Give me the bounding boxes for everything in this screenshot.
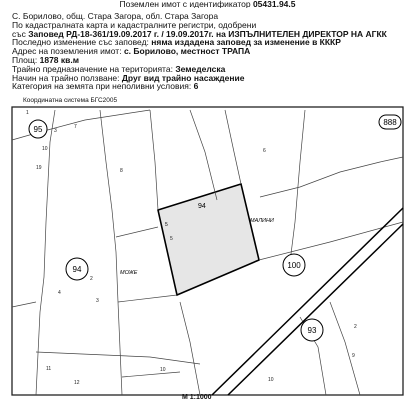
address-value: с. Борилово, местност ТРАПА xyxy=(123,46,251,57)
coordinate-system-label: Координатна система БГС2005 xyxy=(23,97,118,104)
parcel-number: 19 xyxy=(36,165,42,171)
parcel-number: 10 xyxy=(268,377,274,383)
circle-888 xyxy=(379,115,401,129)
address-label: Адрес на поземления имот: xyxy=(12,46,124,57)
parcel-number: 2 xyxy=(354,324,357,330)
title-prefix: Поземлен имот с идентификатор xyxy=(119,0,251,8)
category-line xyxy=(12,82,387,91)
circle-100-label: 100 xyxy=(287,261,301,270)
last-change-label: Последно изменение със заповед: xyxy=(12,37,152,48)
circle-93 xyxy=(301,319,323,341)
parcel-number: 10 xyxy=(42,146,48,152)
parcel-number: 3 xyxy=(96,298,99,304)
parcel-number: 10 xyxy=(160,367,166,373)
parcel-info xyxy=(12,12,387,91)
location-line: С. Борилово, общ. Стара Загора, обл. Стара Загора xyxy=(12,11,219,21)
circle-888-label: 888 xyxy=(383,118,397,127)
street-mozhe: МОЖЕ xyxy=(120,270,138,276)
parcel-number: 11 xyxy=(46,366,52,372)
parcel-number: 7 xyxy=(74,124,77,130)
territory-label: Трайно предназначение на територията: xyxy=(12,63,176,74)
parcel-number: 6 xyxy=(263,148,266,154)
circle-94-label: 94 xyxy=(72,265,82,274)
parcel-identifier: 05431.94.5 xyxy=(252,0,296,8)
circle-93-label: 93 xyxy=(307,326,317,335)
area-label: Площ: xyxy=(12,54,40,65)
usage-label: Начин на трайно ползване: xyxy=(12,72,122,83)
parcel-number: 4 xyxy=(58,290,61,296)
order-prefix: със xyxy=(12,28,29,39)
parcel-number: 12 xyxy=(74,380,80,386)
source-line: По кадастралната карта и кадастралните регистри, одобрени xyxy=(12,19,257,30)
cadastral-map xyxy=(0,102,415,400)
main-parcel-number: 5 xyxy=(165,222,168,228)
parcel-number: 9 xyxy=(352,353,355,359)
document-title xyxy=(0,0,415,8)
category-value: 6 xyxy=(193,81,199,92)
area-value: 1878 кв.м xyxy=(39,54,80,65)
territory-value: Земеделска xyxy=(175,63,226,74)
circle-100 xyxy=(283,254,305,276)
parcel-number: 2 xyxy=(90,276,93,282)
order-value: Заповед РД-18-361/19.09.2017 г. / 19.09.2017г. на ИЗПЪЛНИТЕЛЕН ДИРЕКТОР НА АГКК xyxy=(28,28,387,39)
circle-95 xyxy=(29,120,47,138)
street-malini: МАЛИНИ xyxy=(250,218,274,224)
usage-value: Друг вид трайно насаждение xyxy=(121,72,245,83)
category-label: Категория на земята при неполивни условия: xyxy=(12,81,194,92)
map-scale: М 1:1000 xyxy=(182,394,212,401)
main-parcel-label: 94 xyxy=(198,203,206,210)
circle-95-label: 95 xyxy=(33,125,43,134)
circle-94 xyxy=(66,258,88,280)
parcel-number: 5 xyxy=(170,236,173,242)
last-change-value: няма издадена заповед за изменение в КККР xyxy=(151,37,341,48)
main-parcel xyxy=(158,184,259,295)
parcel-number: 1 xyxy=(26,110,29,116)
parcel-number: 3 xyxy=(54,128,57,134)
parcel-number: 8 xyxy=(120,168,123,174)
